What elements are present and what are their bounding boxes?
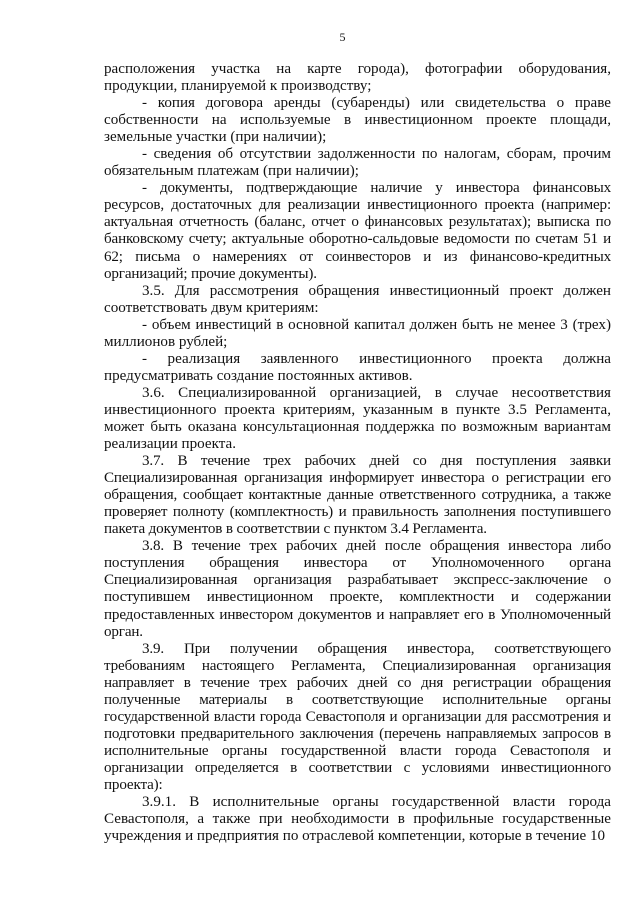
criterion-investment-volume: - объем инвестиций в основной капитал должен быть не менее 3 (трех) миллионов рублей; bbox=[104, 316, 611, 350]
clause-3-9-1: 3.9.1. В исполнительные органы государственной власти города Севастополя, а также при необходимости в профильные государственные учреждения и предприятия по отраслевой компетенции, которые в течение 10 bbox=[104, 794, 611, 845]
clause-3-8: 3.8. В течение трех рабочих дней после обращения инвестора либо поступления обращения инвестора от Уполномоченного органа Специализированная организация разрабатывает экспресс-заключение о поступившем инвестиционном проекте, комплектности и содержании предоставленных инвестором документов и направляет его в Уполномоченный орган. bbox=[104, 538, 611, 640]
list-item-lease-copy: - копия договора аренды (субаренды) или свидетельства о праве собственности на используемые в инвестиционном проекте площади, земельные участки (при наличии); bbox=[104, 95, 611, 146]
clause-3-6: 3.6. Специализированной организацией, в случае несоответствия инвестиционного проекта критериям, указанным в пункте 3.5 Регламента, может быть оказана консультационная поддержка по возможным вариантам реализации проекта. bbox=[104, 384, 611, 453]
criterion-permanent-assets: - реализация заявленного инвестиционного проекта должна предусматривать создание постоянных активов. bbox=[104, 350, 611, 384]
clause-3-5: 3.5. Для рассмотрения обращения инвестиционный проект должен соответствовать двум критериям: bbox=[104, 282, 611, 316]
list-item-financial-documents: - документы, подтверждающие наличие у инвестора финансовых ресурсов, достаточных для реализации инвестиционного проекта (например: актуальная отчетность (баланс, отчет о финансовых результатах); выписка по банковскому счету; актуальные оборотно-сальдовые ведомости по счетам 51 и 62; письма о намерениях от соинвесторов и из финансово-кредитных организаций; прочие документы). bbox=[104, 180, 611, 282]
list-item-no-debt: - сведения об отсутствии задолженности по налогам, сборам, прочим обязательным платежам (при наличии); bbox=[104, 146, 611, 180]
clause-3-9: 3.9. При получении обращения инвестора, соответствующего требованиям настоящего Регламента, Специализированная организация направляет в течение трех рабочих дней со дня регистрации обращения полученные материалы в соответствующие исполнительные органы государственной власти города Севастополя и организации для рассмотрения и подготовки предварительного заключения (перечень направляемых запросов в исполнительные органы государственной власти города Севастополя и организации определяется в соответствии с условиями инвестиционного проекта): bbox=[104, 640, 611, 793]
page-number: 5 bbox=[339, 30, 346, 44]
clause-3-7: 3.7. В течение трех рабочих дней со дня поступления заявки Специализированная организация информирует инвестора о регистрации его обращения, сообщает контактные данные ответственного сотрудника, а также проверяет полноту (комплектность) и правильность заполнения поступившего пакета документов в соответствии с пунктом 3.4 Регламента. bbox=[104, 453, 611, 538]
paragraph-continuation: расположения участка на карте города), фотографии оборудования, продукции, планируемой к производству; bbox=[104, 61, 611, 95]
